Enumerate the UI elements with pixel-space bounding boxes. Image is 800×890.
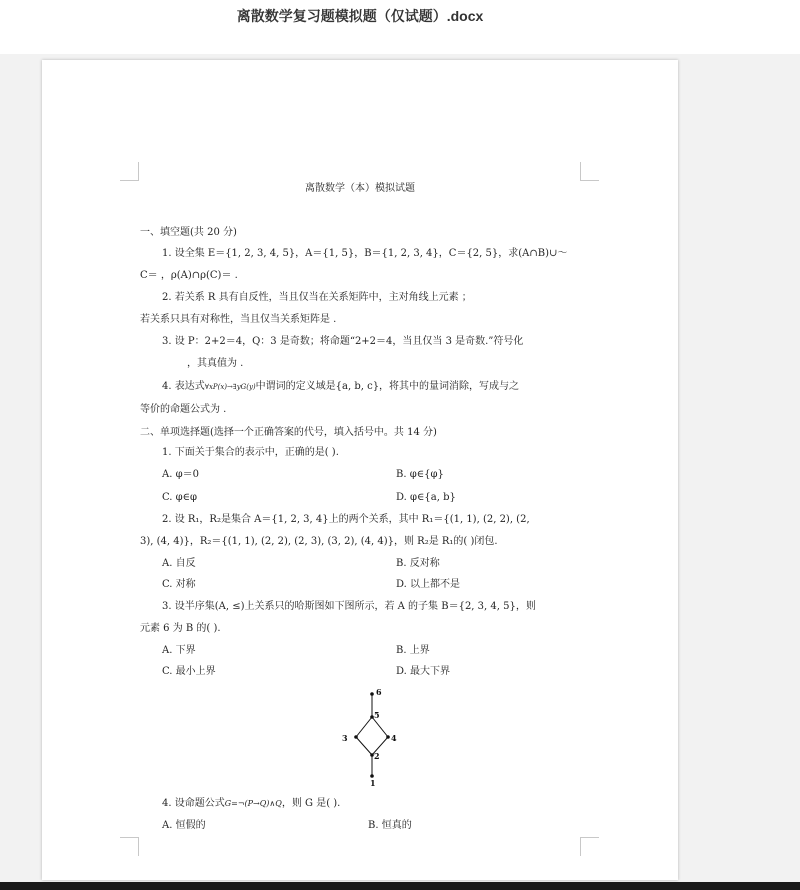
margin-corner-mark [580, 162, 599, 181]
document-page [42, 60, 678, 880]
hasse-label-3: 3 [342, 733, 348, 743]
hasse-label-2: 2 [374, 751, 380, 761]
bottom-bar [0, 882, 800, 890]
margin-corner-mark [580, 837, 599, 856]
section-single-choice: 二、单项选择题(选择一个正确答案的代号，填入括号中。共 14 分) [140, 427, 437, 438]
option-d: D. φ∈{a, b} [396, 492, 456, 503]
option-b: B. 上界 [396, 645, 430, 656]
hasse-label-6: 6 [376, 687, 382, 697]
option-a: A. 自反 [162, 558, 196, 569]
exam-heading: 离散数学（本）模拟试题 [305, 183, 415, 194]
hasse-node-6 [370, 692, 374, 696]
question-text: 1. 设全集 E＝{1, 2, 3, 4, 5}，A＝{1, 5}，B＝{1, 2, 3, 4}，C＝{2, 5}，求(A∩B)∪～ [162, 248, 568, 259]
option-a: A. φ＝0 [162, 469, 199, 480]
hasse-label-5: 5 [374, 710, 380, 720]
hasse-node-3 [354, 735, 358, 739]
margin-corner-mark [120, 162, 139, 181]
question-text: 2. 若关系 R 具有自反性，当且仅当在关系矩阵中，主对角线上元素 ； [162, 292, 472, 303]
question-text [162, 797, 340, 811]
question-text: 元素 6 为 B 的( ). [140, 623, 221, 634]
hasse-node-4 [386, 735, 390, 739]
question-text: C＝ ，ρ(A)∩ρ(C)＝ . [140, 270, 238, 281]
option-b: B. 反对称 [396, 558, 440, 569]
question-text: 若关系只具有对称性，当且仅当关系矩阵是 . [140, 314, 337, 325]
formula: ∀xP(x)→∃yG(y) [204, 383, 256, 391]
hasse-diagram [332, 685, 402, 789]
option-a: A. 恒假的 [162, 820, 206, 831]
option-c: C. 最小上界 [162, 666, 216, 677]
question-text: ，其真值为 . [187, 358, 244, 369]
option-a: A. 下界 [162, 645, 196, 656]
question-text: 等价的命题公式为 . [140, 404, 227, 415]
question-prefix: 4. 表达式 [162, 381, 205, 392]
formula: G=¬(P→Q)∧Q [224, 799, 282, 808]
hasse-edge [356, 737, 372, 755]
option-d: D. 以上都不是 [396, 579, 461, 590]
title-bar [0, 0, 800, 54]
hasse-edge [356, 717, 372, 737]
option-b: B. φ∈{φ} [396, 469, 444, 480]
question-text: 3. 设半序集(A, ≤)上关系只的哈斯图如下图所示，若 A 的子集 B＝{2, 3, 4, 5}，则 [162, 601, 536, 612]
option-d: D. 最大下界 [396, 666, 451, 677]
question-text [162, 380, 519, 394]
section-fill-blank: 一、填空题(共 20 分) [140, 227, 237, 238]
question-text: 3. 设 P：2+2＝4，Q：3 是奇数；将命题“2+2＝4，当且仅当 3 是奇数.”符号化 [162, 336, 524, 347]
question-text: 2. 设 R₁，R₂是集合 A＝{1, 2, 3, 4}上的两个关系，其中 R₁＝{(1, 1), (2, 2), (2, [162, 514, 530, 525]
question-suffix: 中谓词的定义域是{a, b, c}，将其中的量词消除，写成与之 [255, 381, 520, 392]
question-suffix: ，则 G 是( ). [281, 798, 341, 809]
document-title: 离散数学复习题模拟题（仅试题）.docx [236, 8, 484, 24]
question-text: 3), (4, 4)}，R₂＝{(1, 1), (2, 2), (2, 3), (3, 2), (4, 4)}，则 R₂是 R₁的( )闭包. [140, 536, 498, 547]
hasse-label-1: 1 [370, 778, 376, 788]
question-text: 1. 下面关于集合的表示中，正确的是( ). [162, 447, 339, 458]
hasse-label-4: 4 [391, 733, 397, 743]
option-c: C. 对称 [162, 579, 196, 590]
option-c: C. φ∈φ [162, 492, 198, 503]
question-prefix: 4. 设命题公式 [162, 798, 225, 809]
option-b: B. 恒真的 [368, 820, 412, 831]
margin-corner-mark [120, 837, 139, 856]
hasse-edge [372, 717, 388, 737]
